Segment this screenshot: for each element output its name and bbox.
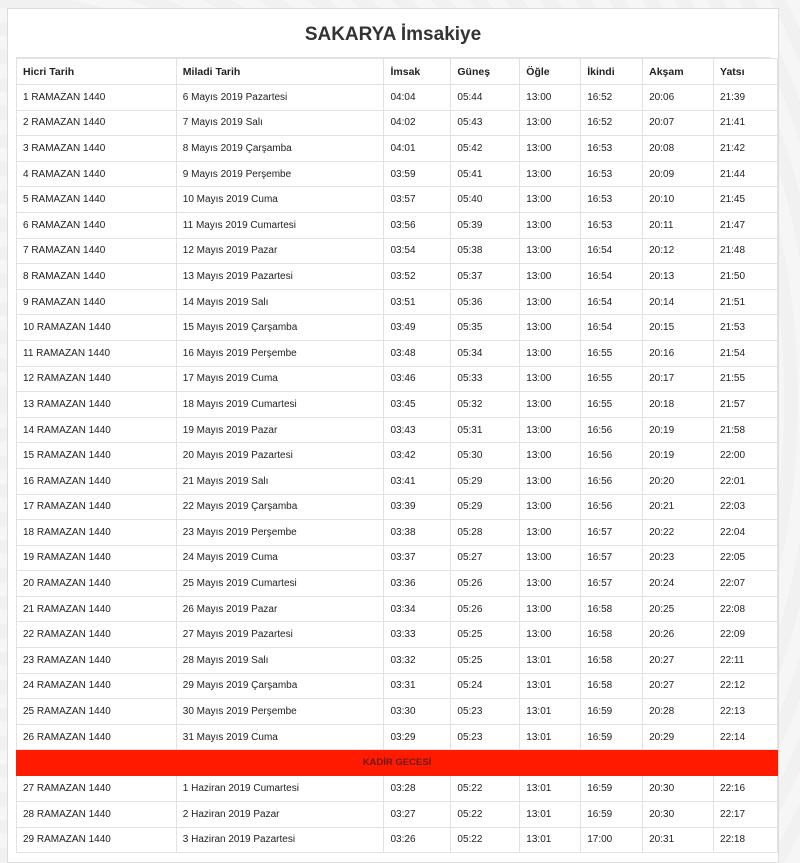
hicri-tarih-cell: 3 RAMAZAN 1440	[17, 136, 177, 162]
miladi-tarih-cell: 13 Mayıs 2019 Pazartesi	[176, 264, 384, 290]
yatsi-cell: 22:17	[714, 802, 778, 828]
miladi-tarih-cell: 20 Mayıs 2019 Pazartesi	[176, 443, 384, 469]
table-row	[17, 136, 778, 162]
table-row	[17, 827, 778, 853]
miladi-tarih-cell: 15 Mayıs 2019 Çarşamba	[176, 315, 384, 341]
ogle-cell: 13:00	[520, 468, 581, 494]
imsak-cell: 04:02	[384, 110, 451, 136]
hicri-tarih-cell: 19 RAMAZAN 1440	[17, 545, 177, 571]
hicri-tarih-cell: 11 RAMAZAN 1440	[17, 340, 177, 366]
yatsi-cell: 22:00	[714, 443, 778, 469]
hicri-tarih-cell: 10 RAMAZAN 1440	[17, 315, 177, 341]
aksam-cell: 20:27	[643, 673, 714, 699]
ikindi-cell: 16:53	[581, 161, 643, 187]
gunes-cell: 05:23	[451, 699, 520, 725]
ogle-cell: 13:00	[520, 622, 581, 648]
miladi-tarih-cell: 9 Mayıs 2019 Perşembe	[176, 161, 384, 187]
yatsi-cell: 21:39	[714, 85, 778, 111]
miladi-tarih-cell: 1 Haziran 2019 Cumartesi	[176, 776, 384, 802]
yatsi-cell: 22:04	[714, 520, 778, 546]
yatsi-cell: 21:41	[714, 110, 778, 136]
yatsi-cell: 22:12	[714, 673, 778, 699]
ogle-cell: 13:01	[520, 776, 581, 802]
ikindi-cell: 16:54	[581, 264, 643, 290]
ikindi-cell: 16:53	[581, 187, 643, 213]
ikindi-cell: 16:55	[581, 340, 643, 366]
aksam-cell: 20:23	[643, 545, 714, 571]
ikindi-cell: 16:54	[581, 315, 643, 341]
imsak-cell: 03:48	[384, 340, 451, 366]
hicri-tarih-cell: 15 RAMAZAN 1440	[17, 443, 177, 469]
hicri-tarih-cell: 25 RAMAZAN 1440	[17, 699, 177, 725]
ogle-cell: 13:00	[520, 289, 581, 315]
aksam-cell: 20:08	[643, 136, 714, 162]
ikindi-cell: 16:57	[581, 571, 643, 597]
miladi-tarih-cell: 6 Mayıs 2019 Pazartesi	[176, 85, 384, 111]
hicri-tarih-cell: 29 RAMAZAN 1440	[17, 827, 177, 853]
miladi-tarih-cell: 3 Haziran 2019 Pazartesi	[176, 827, 384, 853]
yatsi-cell: 22:11	[714, 648, 778, 674]
gunes-cell: 05:27	[451, 545, 520, 571]
ogle-cell: 13:00	[520, 520, 581, 546]
miladi-tarih-cell: 7 Mayıs 2019 Salı	[176, 110, 384, 136]
miladi-tarih-cell: 18 Mayıs 2019 Cumartesi	[176, 392, 384, 418]
yatsi-cell: 21:42	[714, 136, 778, 162]
imsak-cell: 03:39	[384, 494, 451, 520]
yatsi-cell: 22:13	[714, 699, 778, 725]
yatsi-cell: 21:58	[714, 417, 778, 443]
gunes-cell: 05:23	[451, 724, 520, 750]
page-title: SAKARYA İmsakiye	[16, 9, 770, 58]
ogle-cell: 13:01	[520, 827, 581, 853]
table-row	[17, 596, 778, 622]
miladi-tarih-cell: 11 Mayıs 2019 Cumartesi	[176, 212, 384, 238]
yatsi-cell: 21:54	[714, 340, 778, 366]
imsak-cell: 03:42	[384, 443, 451, 469]
hicri-tarih-cell: 14 RAMAZAN 1440	[17, 417, 177, 443]
yatsi-cell: 22:18	[714, 827, 778, 853]
ikindi-cell: 16:52	[581, 85, 643, 111]
aksam-cell: 20:20	[643, 468, 714, 494]
hicri-tarih-cell: 2 RAMAZAN 1440	[17, 110, 177, 136]
miladi-tarih-cell: 8 Mayıs 2019 Çarşamba	[176, 136, 384, 162]
yatsi-cell: 22:16	[714, 776, 778, 802]
aksam-cell: 20:11	[643, 212, 714, 238]
ikindi-cell: 16:58	[581, 622, 643, 648]
imsak-cell: 03:52	[384, 264, 451, 290]
ogle-cell: 13:00	[520, 571, 581, 597]
miladi-tarih-cell: 2 Haziran 2019 Pazar	[176, 802, 384, 828]
ikindi-cell: 16:55	[581, 366, 643, 392]
miladi-tarih-cell: 31 Mayıs 2019 Cuma	[176, 724, 384, 750]
gunes-cell: 05:22	[451, 827, 520, 853]
gunes-cell: 05:37	[451, 264, 520, 290]
gunes-cell: 05:41	[451, 161, 520, 187]
ikindi-cell: 17:00	[581, 827, 643, 853]
miladi-tarih-cell: 25 Mayıs 2019 Cumartesi	[176, 571, 384, 597]
yatsi-cell: 21:48	[714, 238, 778, 264]
gunes-cell: 05:44	[451, 85, 520, 111]
ogle-cell: 13:01	[520, 648, 581, 674]
imsak-cell: 03:45	[384, 392, 451, 418]
aksam-cell: 20:31	[643, 827, 714, 853]
aksam-cell: 20:17	[643, 366, 714, 392]
aksam-cell: 20:14	[643, 289, 714, 315]
ikindi-cell: 16:58	[581, 673, 643, 699]
miladi-tarih-cell: 26 Mayıs 2019 Pazar	[176, 596, 384, 622]
aksam-cell: 20:29	[643, 724, 714, 750]
aksam-cell: 20:21	[643, 494, 714, 520]
ogle-cell: 13:01	[520, 673, 581, 699]
yatsi-cell: 22:03	[714, 494, 778, 520]
ogle-cell: 13:00	[520, 417, 581, 443]
ogle-cell: 13:01	[520, 699, 581, 725]
hicri-tarih-cell: 16 RAMAZAN 1440	[17, 468, 177, 494]
gunes-cell: 05:26	[451, 596, 520, 622]
aksam-cell: 20:19	[643, 443, 714, 469]
gunes-cell: 05:42	[451, 136, 520, 162]
table-row	[17, 161, 778, 187]
imsak-cell: 03:33	[384, 622, 451, 648]
hicri-tarih-cell: 21 RAMAZAN 1440	[17, 596, 177, 622]
hicri-tarih-cell: 22 RAMAZAN 1440	[17, 622, 177, 648]
yatsi-cell: 21:55	[714, 366, 778, 392]
table-row	[17, 264, 778, 290]
imsak-cell: 03:31	[384, 673, 451, 699]
miladi-tarih-cell: 10 Mayıs 2019 Cuma	[176, 187, 384, 213]
gunes-cell: 05:32	[451, 392, 520, 418]
table-row	[17, 366, 778, 392]
table-row	[17, 417, 778, 443]
column-header-aksam: Akşam	[643, 59, 714, 85]
ikindi-cell: 16:59	[581, 724, 643, 750]
imsak-cell: 03:54	[384, 238, 451, 264]
gunes-cell: 05:34	[451, 340, 520, 366]
yatsi-cell: 21:57	[714, 392, 778, 418]
table-row	[17, 571, 778, 597]
gunes-cell: 05:36	[451, 289, 520, 315]
gunes-cell: 05:24	[451, 673, 520, 699]
ikindi-cell: 16:59	[581, 699, 643, 725]
ogle-cell: 13:00	[520, 85, 581, 111]
gunes-cell: 05:30	[451, 443, 520, 469]
gunes-cell: 05:29	[451, 468, 520, 494]
ikindi-cell: 16:55	[581, 392, 643, 418]
table-row	[17, 443, 778, 469]
ikindi-cell: 16:52	[581, 110, 643, 136]
yatsi-cell: 21:47	[714, 212, 778, 238]
imsak-cell: 03:49	[384, 315, 451, 341]
aksam-cell: 20:27	[643, 648, 714, 674]
table-row	[17, 802, 778, 828]
gunes-cell: 05:31	[451, 417, 520, 443]
hicri-tarih-cell: 13 RAMAZAN 1440	[17, 392, 177, 418]
aksam-cell: 20:30	[643, 776, 714, 802]
miladi-tarih-cell: 29 Mayıs 2019 Çarşamba	[176, 673, 384, 699]
imsakiye-card	[7, 8, 779, 863]
yatsi-cell: 22:09	[714, 622, 778, 648]
imsak-cell: 03:51	[384, 289, 451, 315]
miladi-tarih-cell: 27 Mayıs 2019 Pazartesi	[176, 622, 384, 648]
yatsi-cell: 22:08	[714, 596, 778, 622]
gunes-cell: 05:38	[451, 238, 520, 264]
ogle-cell: 13:00	[520, 238, 581, 264]
ogle-cell: 13:00	[520, 443, 581, 469]
table-row	[17, 315, 778, 341]
aksam-cell: 20:30	[643, 802, 714, 828]
aksam-cell: 20:25	[643, 596, 714, 622]
column-header-imsak: İmsak	[384, 59, 451, 85]
aksam-cell: 20:22	[643, 520, 714, 546]
aksam-cell: 20:12	[643, 238, 714, 264]
imsak-cell: 03:57	[384, 187, 451, 213]
table-row	[17, 187, 778, 213]
aksam-cell: 20:28	[643, 699, 714, 725]
table-row	[17, 289, 778, 315]
column-header-hicri: Hicri Tarih	[17, 59, 177, 85]
miladi-tarih-cell: 24 Mayıs 2019 Cuma	[176, 545, 384, 571]
hicri-tarih-cell: 18 RAMAZAN 1440	[17, 520, 177, 546]
hicri-tarih-cell: 23 RAMAZAN 1440	[17, 648, 177, 674]
aksam-cell: 20:18	[643, 392, 714, 418]
imsak-cell: 03:32	[384, 648, 451, 674]
table-row	[17, 468, 778, 494]
gunes-cell: 05:22	[451, 776, 520, 802]
aksam-cell: 20:09	[643, 161, 714, 187]
ikindi-cell: 16:53	[581, 212, 643, 238]
table-row	[17, 494, 778, 520]
table-row	[17, 648, 778, 674]
ikindi-cell: 16:58	[581, 648, 643, 674]
imsak-cell: 04:04	[384, 85, 451, 111]
table-row	[17, 238, 778, 264]
gunes-cell: 05:33	[451, 366, 520, 392]
table-row	[17, 212, 778, 238]
miladi-tarih-cell: 16 Mayıs 2019 Perşembe	[176, 340, 384, 366]
table-row	[17, 622, 778, 648]
table-header-row	[17, 59, 778, 85]
hicri-tarih-cell: 7 RAMAZAN 1440	[17, 238, 177, 264]
miladi-tarih-cell: 19 Mayıs 2019 Pazar	[176, 417, 384, 443]
miladi-tarih-cell: 21 Mayıs 2019 Salı	[176, 468, 384, 494]
hicri-tarih-cell: 9 RAMAZAN 1440	[17, 289, 177, 315]
ikindi-cell: 16:56	[581, 494, 643, 520]
gunes-cell: 05:25	[451, 648, 520, 674]
hicri-tarih-cell: 12 RAMAZAN 1440	[17, 366, 177, 392]
imsak-cell: 03:30	[384, 699, 451, 725]
kadir-gecesi-label: KADİR GECESİ	[17, 750, 778, 776]
hicri-tarih-cell: 6 RAMAZAN 1440	[17, 212, 177, 238]
gunes-cell: 05:40	[451, 187, 520, 213]
ikindi-cell: 16:58	[581, 596, 643, 622]
table-row	[17, 545, 778, 571]
yatsi-cell: 22:14	[714, 724, 778, 750]
miladi-tarih-cell: 14 Mayıs 2019 Salı	[176, 289, 384, 315]
gunes-cell: 05:28	[451, 520, 520, 546]
imsak-cell: 03:26	[384, 827, 451, 853]
gunes-cell: 05:22	[451, 802, 520, 828]
yatsi-cell: 21:53	[714, 315, 778, 341]
kadir-gecesi-row	[17, 750, 778, 776]
column-header-miladi: Miladi Tarih	[176, 59, 384, 85]
ogle-cell: 13:00	[520, 315, 581, 341]
miladi-tarih-cell: 30 Mayıs 2019 Perşembe	[176, 699, 384, 725]
miladi-tarih-cell: 23 Mayıs 2019 Perşembe	[176, 520, 384, 546]
imsak-cell: 03:43	[384, 417, 451, 443]
table-body	[17, 85, 778, 853]
ogle-cell: 13:00	[520, 596, 581, 622]
ogle-cell: 13:00	[520, 161, 581, 187]
gunes-cell: 05:35	[451, 315, 520, 341]
hicri-tarih-cell: 27 RAMAZAN 1440	[17, 776, 177, 802]
imsak-cell: 03:56	[384, 212, 451, 238]
ikindi-cell: 16:54	[581, 238, 643, 264]
imsak-cell: 03:27	[384, 802, 451, 828]
aksam-cell: 20:26	[643, 622, 714, 648]
aksam-cell: 20:10	[643, 187, 714, 213]
ikindi-cell: 16:54	[581, 289, 643, 315]
ikindi-cell: 16:56	[581, 443, 643, 469]
table-row	[17, 85, 778, 111]
table-row	[17, 699, 778, 725]
gunes-cell: 05:29	[451, 494, 520, 520]
hicri-tarih-cell: 5 RAMAZAN 1440	[17, 187, 177, 213]
ogle-cell: 13:00	[520, 110, 581, 136]
gunes-cell: 05:43	[451, 110, 520, 136]
yatsi-cell: 21:45	[714, 187, 778, 213]
hicri-tarih-cell: 20 RAMAZAN 1440	[17, 571, 177, 597]
ikindi-cell: 16:56	[581, 417, 643, 443]
aksam-cell: 20:24	[643, 571, 714, 597]
miladi-tarih-cell: 22 Mayıs 2019 Çarşamba	[176, 494, 384, 520]
column-header-gunes: Güneş	[451, 59, 520, 85]
aksam-cell: 20:06	[643, 85, 714, 111]
aksam-cell: 20:07	[643, 110, 714, 136]
hicri-tarih-cell: 17 RAMAZAN 1440	[17, 494, 177, 520]
table-row	[17, 392, 778, 418]
imsak-cell: 03:34	[384, 596, 451, 622]
ogle-cell: 13:00	[520, 136, 581, 162]
hicri-tarih-cell: 28 RAMAZAN 1440	[17, 802, 177, 828]
imsak-cell: 04:01	[384, 136, 451, 162]
table-row	[17, 724, 778, 750]
ogle-cell: 13:00	[520, 212, 581, 238]
ikindi-cell: 16:53	[581, 136, 643, 162]
ogle-cell: 13:00	[520, 366, 581, 392]
yatsi-cell: 22:01	[714, 468, 778, 494]
imsak-cell: 03:41	[384, 468, 451, 494]
gunes-cell: 05:39	[451, 212, 520, 238]
hicri-tarih-cell: 4 RAMAZAN 1440	[17, 161, 177, 187]
ogle-cell: 13:00	[520, 187, 581, 213]
hicri-tarih-cell: 8 RAMAZAN 1440	[17, 264, 177, 290]
column-header-ikindi: İkindi	[581, 59, 643, 85]
yatsi-cell: 21:44	[714, 161, 778, 187]
aksam-cell: 20:13	[643, 264, 714, 290]
table-row	[17, 110, 778, 136]
ikindi-cell: 16:59	[581, 776, 643, 802]
imsakiye-table	[16, 58, 778, 853]
ogle-cell: 13:00	[520, 340, 581, 366]
imsak-cell: 03:37	[384, 545, 451, 571]
hicri-tarih-cell: 26 RAMAZAN 1440	[17, 724, 177, 750]
ogle-cell: 13:00	[520, 392, 581, 418]
aksam-cell: 20:15	[643, 315, 714, 341]
imsak-cell: 03:29	[384, 724, 451, 750]
ogle-cell: 13:01	[520, 802, 581, 828]
ikindi-cell: 16:59	[581, 802, 643, 828]
ogle-cell: 13:00	[520, 545, 581, 571]
column-header-yatsi: Yatsı	[714, 59, 778, 85]
ogle-cell: 13:00	[520, 264, 581, 290]
hicri-tarih-cell: 24 RAMAZAN 1440	[17, 673, 177, 699]
gunes-cell: 05:25	[451, 622, 520, 648]
aksam-cell: 20:16	[643, 340, 714, 366]
table-row	[17, 776, 778, 802]
miladi-tarih-cell: 12 Mayıs 2019 Pazar	[176, 238, 384, 264]
table-row	[17, 340, 778, 366]
imsak-cell: 03:28	[384, 776, 451, 802]
ikindi-cell: 16:57	[581, 520, 643, 546]
column-header-ogle: Öğle	[520, 59, 581, 85]
yatsi-cell: 21:51	[714, 289, 778, 315]
gunes-cell: 05:26	[451, 571, 520, 597]
aksam-cell: 20:19	[643, 417, 714, 443]
imsak-cell: 03:46	[384, 366, 451, 392]
ikindi-cell: 16:57	[581, 545, 643, 571]
imsak-cell: 03:59	[384, 161, 451, 187]
ikindi-cell: 16:56	[581, 468, 643, 494]
yatsi-cell: 21:50	[714, 264, 778, 290]
table-row	[17, 520, 778, 546]
yatsi-cell: 22:05	[714, 545, 778, 571]
miladi-tarih-cell: 17 Mayıs 2019 Cuma	[176, 366, 384, 392]
hicri-tarih-cell: 1 RAMAZAN 1440	[17, 85, 177, 111]
ogle-cell: 13:01	[520, 724, 581, 750]
ogle-cell: 13:00	[520, 494, 581, 520]
imsak-cell: 03:36	[384, 571, 451, 597]
imsak-cell: 03:38	[384, 520, 451, 546]
table-row	[17, 673, 778, 699]
miladi-tarih-cell: 28 Mayıs 2019 Salı	[176, 648, 384, 674]
yatsi-cell: 22:07	[714, 571, 778, 597]
